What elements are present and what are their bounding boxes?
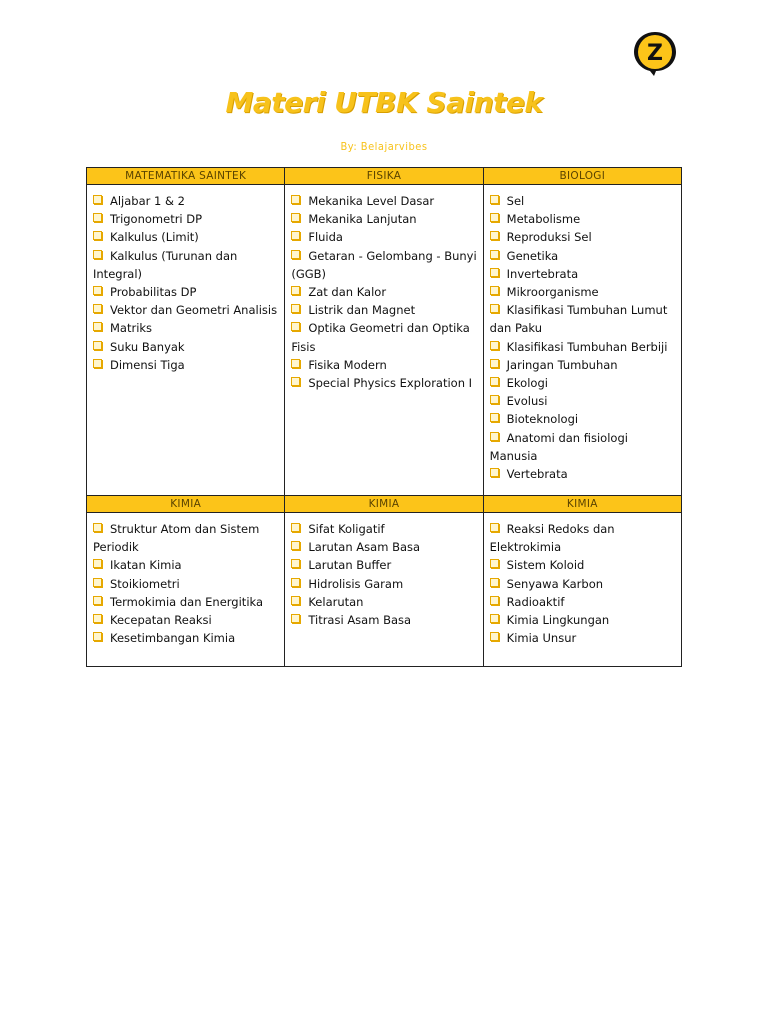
topic-item (291, 247, 478, 283)
checkbox-bullet-icon (291, 322, 300, 331)
topic-item (291, 611, 478, 629)
section-cell (285, 185, 483, 496)
checkbox-bullet-icon (490, 195, 499, 204)
checkbox-bullet-icon (291, 541, 300, 550)
checkbox-bullet-icon (291, 559, 300, 568)
topic-label: Titrasi Asam Basa (308, 613, 412, 628)
checkbox-bullet-icon (490, 231, 499, 240)
topic-label: Stoikiometri (110, 576, 180, 591)
checkbox-bullet-icon (490, 213, 499, 222)
section-header: MATEMATIKA SAINTEK (87, 168, 285, 185)
checkbox-bullet-icon (93, 231, 102, 240)
topic-item (490, 301, 677, 337)
checkbox-bullet-icon (291, 304, 300, 313)
section-header: KIMIA (483, 496, 681, 513)
checkbox-bullet-icon (291, 359, 300, 368)
topic-item (291, 228, 478, 246)
topic-item (93, 247, 280, 283)
checkbox-bullet-icon (291, 523, 300, 532)
logo-letter: Z (647, 41, 663, 66)
topic-item (93, 356, 280, 374)
topic-label: Bioteknologi (506, 412, 579, 427)
topic-label: Fluida (308, 230, 343, 245)
topic-label: Sistem Koloid (506, 558, 585, 573)
topic-item (93, 319, 280, 337)
checkbox-bullet-icon (490, 614, 499, 623)
topic-label: Hidrolisis Garam (308, 576, 404, 591)
topic-item (490, 228, 677, 246)
section-cell (483, 185, 681, 496)
checkbox-bullet-icon (93, 359, 102, 368)
topic-item (490, 429, 677, 465)
topic-label: Kimia Unsur (506, 631, 577, 646)
topic-label: Larutan Asam Basa (308, 540, 421, 555)
topic-label: Mekanika Lanjutan (308, 212, 417, 227)
topic-item (291, 283, 478, 301)
checkbox-bullet-icon (490, 523, 499, 532)
topic-item (93, 301, 280, 319)
topic-label: Mikroorganisme (506, 285, 599, 300)
page-title: Materi UTBK Saintek (225, 86, 543, 119)
checkbox-bullet-icon (93, 632, 102, 641)
topic-item (291, 301, 478, 319)
topic-item (490, 247, 677, 265)
topic-list (291, 520, 478, 629)
topic-item (490, 265, 677, 283)
checkbox-bullet-icon (490, 304, 499, 313)
checkbox-bullet-icon (291, 286, 300, 295)
topic-item (291, 538, 478, 556)
checkbox-bullet-icon (490, 268, 499, 277)
topic-item (490, 593, 677, 611)
topic-label: Kalkulus (Turunan dan Integral) (93, 248, 238, 281)
topic-label: Klasifikasi Tumbuhan Berbiji (506, 339, 668, 354)
topic-label: Klasifikasi Tumbuhan Lumut dan Paku (489, 303, 668, 336)
checkbox-bullet-icon (93, 341, 102, 350)
topic-item (93, 556, 280, 574)
topic-item (490, 465, 677, 483)
topic-label: Trigonometri DP (110, 212, 203, 227)
topic-item (291, 556, 478, 574)
topic-item (93, 629, 280, 647)
topic-item (490, 356, 677, 374)
checkbox-bullet-icon (490, 395, 499, 404)
topic-label: Sifat Koligatif (308, 522, 385, 536)
section-header: BIOLOGI (483, 168, 681, 185)
topic-item (93, 575, 280, 593)
topic-label: Larutan Buffer (308, 558, 392, 573)
topic-label: Mekanika Level Dasar (308, 194, 435, 208)
topic-item (291, 575, 478, 593)
topic-label: Special Physics Exploration I (308, 376, 473, 391)
checkbox-bullet-icon (93, 250, 102, 259)
topic-label: Suku Banyak (110, 339, 185, 354)
topic-item (291, 520, 478, 538)
topic-item (490, 338, 677, 356)
topic-label: Invertebrata (506, 266, 579, 281)
checkbox-bullet-icon (291, 195, 300, 204)
topic-item (93, 593, 280, 611)
checkbox-bullet-icon (291, 596, 300, 605)
section-cell (483, 513, 681, 667)
topic-label: Radioaktif (506, 594, 565, 609)
topic-item (93, 611, 280, 629)
topic-label: Getaran - Gelombang - Bunyi (GGB) (291, 248, 477, 281)
checkbox-bullet-icon (490, 341, 499, 350)
syllabus-table (86, 167, 682, 667)
topic-label: Probabilitas DP (110, 285, 197, 300)
topic-label: Senyawa Karbon (506, 576, 604, 591)
checkbox-bullet-icon (291, 213, 300, 222)
topic-label: Ikatan Kimia (110, 558, 182, 573)
topic-label: Genetika (506, 248, 559, 263)
topic-item (291, 210, 478, 228)
topic-item (490, 283, 677, 301)
topic-label: Struktur Atom dan Sistem Periodik (93, 522, 260, 555)
section-cell (87, 185, 285, 496)
checkbox-bullet-icon (490, 286, 499, 295)
checkbox-bullet-icon (490, 413, 499, 422)
topic-item (291, 374, 478, 392)
topic-item (490, 374, 677, 392)
section-header: FISIKA (285, 168, 483, 185)
checkbox-bullet-icon (93, 304, 102, 313)
checkbox-bullet-icon (291, 614, 300, 623)
topic-label: Matriks (110, 321, 153, 336)
topic-item (93, 283, 280, 301)
checkbox-bullet-icon (490, 432, 499, 441)
topic-item (490, 629, 677, 647)
topic-item (490, 210, 677, 228)
topic-item (490, 575, 677, 593)
checkbox-bullet-icon (490, 559, 499, 568)
topic-label: Anatomi dan fisiologi Manusia (489, 430, 628, 463)
topic-item (93, 192, 280, 210)
topic-list (490, 192, 677, 483)
checkbox-bullet-icon (93, 195, 102, 204)
topic-label: Ekologi (506, 376, 548, 391)
checkbox-bullet-icon (93, 578, 102, 587)
checkbox-bullet-icon (291, 250, 300, 259)
topic-label: Fisika Modern (308, 357, 387, 372)
topic-item (490, 556, 677, 574)
checkbox-bullet-icon (291, 377, 300, 386)
topic-item (490, 520, 677, 556)
content-row (87, 513, 682, 667)
checkbox-bullet-icon (93, 596, 102, 605)
topic-label: Listrik dan Magnet (308, 303, 416, 318)
topic-label: Vektor dan Geometri Analisis (110, 303, 278, 318)
topic-label: Aljabar 1 & 2 (110, 194, 185, 208)
topic-list (490, 520, 677, 647)
topic-label: Dimensi Tiga (110, 357, 185, 372)
topic-label: Optika Geometri dan Optika Fisis (291, 321, 470, 354)
header-row (87, 168, 682, 185)
checkbox-bullet-icon (490, 250, 499, 259)
topic-label: Evolusi (506, 394, 548, 409)
topic-list (93, 520, 280, 647)
topic-label: Metabolisme (506, 212, 581, 227)
topic-item (291, 593, 478, 611)
checkbox-bullet-icon (490, 578, 499, 587)
logo-icon (632, 30, 678, 76)
section-cell (87, 513, 285, 667)
section-header: KIMIA (285, 496, 483, 513)
topic-label: Reaksi Redoks dan Elektrokimia (489, 522, 615, 555)
byline: By: Belajarvibes (340, 140, 428, 153)
topic-label: Kimia Lingkungan (506, 613, 610, 628)
topic-item (93, 228, 280, 246)
checkbox-bullet-icon (93, 614, 102, 623)
topic-label: Kalkulus (Limit) (110, 230, 199, 245)
header-row (87, 496, 682, 513)
checkbox-bullet-icon (93, 559, 102, 568)
checkbox-bullet-icon (490, 359, 499, 368)
topic-item (93, 338, 280, 356)
topic-list (291, 192, 478, 392)
topic-label: Vertebrata (506, 467, 568, 482)
checkbox-bullet-icon (490, 468, 499, 477)
topic-item (490, 192, 677, 210)
checkbox-bullet-icon (490, 632, 499, 641)
topic-item (490, 392, 677, 410)
topic-item (93, 210, 280, 228)
checkbox-bullet-icon (291, 578, 300, 587)
topic-item (490, 611, 677, 629)
section-cell (285, 513, 483, 667)
topic-label: Sel (506, 194, 525, 208)
checkbox-bullet-icon (93, 213, 102, 222)
topic-label: Kecepatan Reaksi (110, 613, 212, 628)
topic-item (93, 520, 280, 556)
checkbox-bullet-icon (93, 523, 102, 532)
checkbox-bullet-icon (291, 231, 300, 240)
topic-item (490, 410, 677, 428)
checkbox-bullet-icon (490, 596, 499, 605)
section-header: KIMIA (87, 496, 285, 513)
content-row (87, 185, 682, 496)
checkbox-bullet-icon (93, 286, 102, 295)
topic-item (291, 356, 478, 374)
topic-list (93, 192, 280, 374)
topic-item (291, 319, 478, 355)
checkbox-bullet-icon (490, 377, 499, 386)
topic-item (291, 192, 478, 210)
topic-label: Zat dan Kalor (308, 285, 387, 300)
topic-label: Reproduksi Sel (506, 230, 592, 245)
topic-label: Kelarutan (308, 594, 364, 609)
topic-label: Jaringan Tumbuhan (506, 357, 618, 372)
topic-label: Termokimia dan Energitika (110, 594, 264, 609)
checkbox-bullet-icon (93, 322, 102, 331)
topic-label: Kesetimbangan Kimia (110, 631, 236, 646)
